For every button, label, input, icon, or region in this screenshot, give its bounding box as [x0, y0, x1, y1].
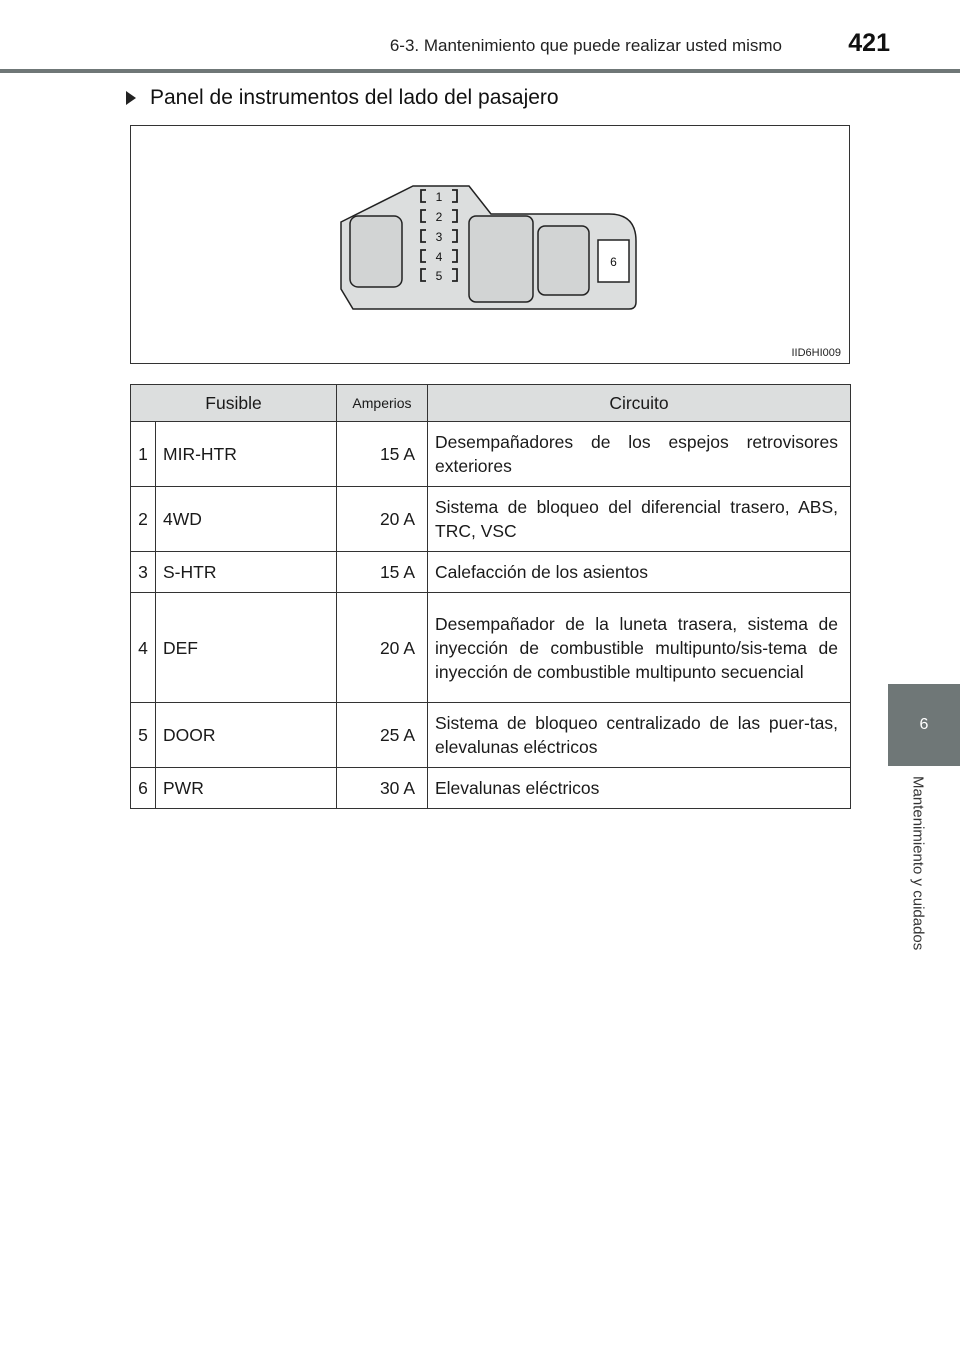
fuse-box-figure [130, 125, 850, 364]
fuse-name: PWR [156, 768, 337, 809]
fuse-name: MIR-HTR [156, 422, 337, 487]
page-number: 421 [848, 29, 890, 57]
fuse-circuit: Desempañadores de los espejos retrovisores exteriores [428, 422, 851, 487]
fuse-label-4: 4 [435, 250, 443, 264]
table-row [131, 703, 851, 768]
fuse-number: 2 [131, 487, 156, 552]
fuse-number: 6 [131, 768, 156, 809]
fuse-name: 4WD [156, 487, 337, 552]
fuse-label-3: 3 [435, 230, 443, 244]
fuse-amperage: 15 A [337, 552, 428, 593]
fuse-amperage: 25 A [337, 703, 428, 768]
figure-code: IID6HI009 [791, 347, 841, 359]
triangle-bullet-icon [126, 91, 136, 105]
fuse-name: DOOR [156, 703, 337, 768]
table-row [131, 593, 851, 703]
header-divider [0, 69, 960, 73]
fuse-number: 1 [131, 422, 156, 487]
section-heading-text: Panel de instrumentos del lado del pasajero [150, 86, 559, 109]
fuse-name: DEF [156, 593, 337, 703]
fuse-label-1: 1 [435, 190, 443, 204]
fuse-circuit: Sistema de bloqueo del diferencial trasero, ABS, TRC, VSC [428, 487, 851, 552]
table-row [131, 422, 851, 487]
header-fusible: Fusible [131, 385, 337, 422]
fuse-amperage: 30 A [337, 768, 428, 809]
chapter-title: Mantenimiento y cuidados [909, 776, 927, 951]
table-row [131, 552, 851, 593]
fuse-number: 4 [131, 593, 156, 703]
header-circuito: Circuito [428, 385, 851, 422]
fuse-circuit: Elevalunas eléctricos [428, 768, 851, 809]
fuse-number: 5 [131, 703, 156, 768]
section-heading [126, 86, 559, 110]
relay-block-center [469, 216, 533, 302]
fuse-table [130, 384, 851, 809]
fuse-circuit: Desempañador de la luneta trasera, sistema de inyección de combustible multipunto/sis-tema de inyección de combustible multipunto secuencial [428, 593, 851, 703]
table-header-row [131, 385, 851, 422]
fuse-amperage: 15 A [337, 422, 428, 487]
header-amperios: Amperios [337, 385, 428, 422]
fuse-label-5: 5 [435, 269, 443, 283]
fuse-name: S-HTR [156, 552, 337, 593]
chapter-title-wrap [898, 776, 938, 996]
table-row [131, 768, 851, 809]
fuse-label-6: 6 [610, 255, 617, 269]
fuse-box-diagram [131, 126, 849, 363]
fuse-number: 3 [131, 552, 156, 593]
running-header-title: 6-3. Mantenimiento que puede realizar usted mismo [389, 36, 782, 55]
chapter-number: 6 [919, 716, 929, 733]
fuse-label-2: 2 [435, 210, 443, 224]
fuse-amperage: 20 A [337, 487, 428, 552]
fuse-amperage: 20 A [337, 593, 428, 703]
chapter-tab [888, 684, 960, 766]
table-row [131, 487, 851, 552]
relay-block-left [350, 216, 402, 287]
fuse-circuit: Sistema de bloqueo centralizado de las puer-tas, elevalunas eléctricos [428, 703, 851, 768]
relay-block-right [538, 226, 589, 295]
fuse-circuit: Calefacción de los asientos [428, 552, 851, 593]
